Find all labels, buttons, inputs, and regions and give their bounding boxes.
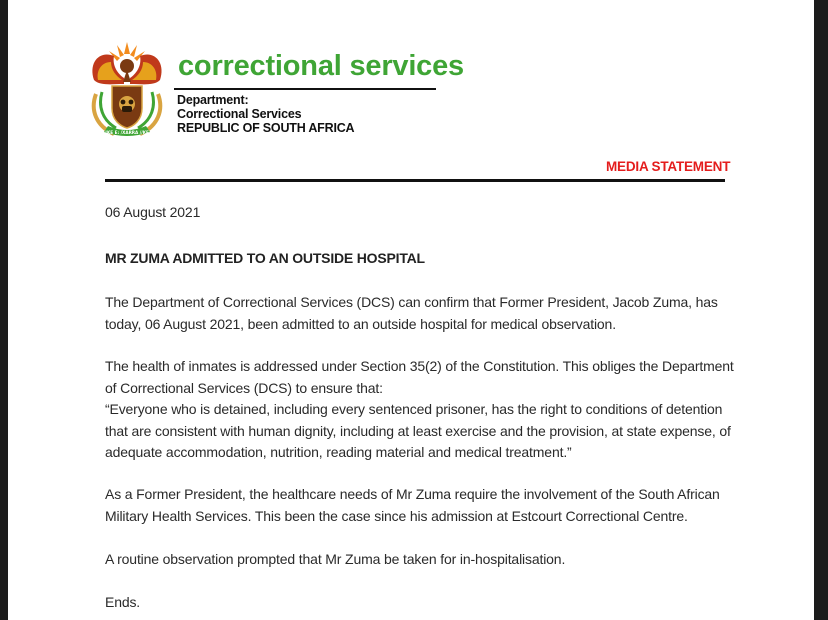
dept-line-1: Department: (177, 93, 249, 107)
coat-of-arms-icon (84, 40, 170, 140)
paragraph-4: A routine observation prompted that Mr Zuma be taken for in-hospitalisation. (105, 551, 566, 567)
dept-line-3: REPUBLIC OF SOUTH AFRICA (177, 121, 355, 135)
brand-name: correctional services (178, 50, 464, 82)
paragraph-line: of Correctional Services (DCS) to ensure that: (105, 379, 383, 396)
document-page (8, 0, 814, 620)
svg-text:!KE E: /XARRA //KE: !KE E: /XARRA //KE (105, 130, 149, 135)
media-statement-label: MEDIA STATEMENT (606, 159, 731, 174)
quote-line: adequate accommodation, nutrition, reading material and medical treatment.” (105, 444, 572, 460)
quote-line: that are consistent with human dignity, including at least exercise and the provision, at state expense, of (105, 422, 731, 439)
paragraph-line: The health of inmates is addressed under Section 35(2) of the Constitution. This obliges the Department (105, 358, 734, 374)
header-divider (105, 179, 725, 182)
paragraph-line: The Department of Correctional Services (DCS) can confirm that Former President, Jacob Zuma, has (105, 294, 718, 310)
dept-line-2: Correctional Services (177, 107, 302, 121)
paragraph-3 (105, 484, 745, 527)
paragraph-line: today, 06 August 2021, been admitted to an outside hospital for medical observation. (105, 315, 616, 332)
statement-date: 06 August 2021 (105, 204, 201, 220)
paragraph-line: As a Former President, the healthcare needs of Mr Zuma require the involvement of the South African (105, 486, 720, 502)
department-block (177, 93, 354, 135)
closing-ends: Ends. (105, 594, 141, 610)
paragraph-2 (105, 356, 745, 464)
paragraph-line: Military Health Services. This been the case since his admission at Estcourt Correctional Centre. (105, 507, 688, 524)
paragraph-1 (105, 292, 745, 335)
statement-headline: MR ZUMA ADMITTED TO AN OUTSIDE HOSPITAL (105, 250, 425, 266)
quote-line: “Everyone who is detained, including every sentenced prisoner, has the right to conditions of detention (105, 401, 723, 417)
brand-divider (174, 88, 436, 90)
